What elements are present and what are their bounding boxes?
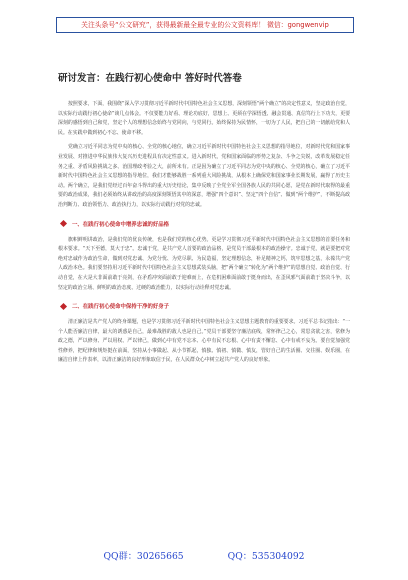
document-body (58, 100, 350, 371)
intro-paragraph: 党确立习近平同志为党中央的核心、全党的核心地位，确立习近平新时代中国特色社会主义思想的指导地位，对新时代党和国家事业发展、对推进中华民族伟大复兴历史进程具有决定性意义。进入新时代，党和国家面临的形势之复杂、斗争之尖锐，改革发展稳定任务之重、矛盾风险挑战之多、治国理政考验之大，前所未有。正是因为确立了习近平同志为党中央的核心、全党的核心，确立了习近平新时代中国特色社会主义思想的指导地位，我们才能够战胜一系列重大风险挑战，从根本上确保党和国家事业长期发展，赢得了历史主动。两个确立，是我们党经过百年奋斗得出的重大历史结论，集中反映了全党全军全国各族人民的共同心愿，是党在新时代取得的最重要的政治成果，我们必须始终从讲政治的高度深刻领悟其中的深意，增强“四个意识”、坚定“四个自信”、做到“两个维护”，不断提高政治判断力、政治领悟力、政治执行力，以实际行动践行对党的忠诚。 (58, 144, 350, 208)
footer-contact (0, 548, 408, 562)
banner-text: 关注头条号“公文研究”，获得最新最全最专业的公文资料库！ 微信：gongwenvip (81, 21, 329, 29)
section-paragraph: 清正廉洁是共产党人的终身课题，也是学习贯彻习近平新时代中国特色社会主义思想主题教育的重要要求。习近平总书记指出：“一个人能否廉洁自律，最大的诱惑是自己，最难战胜的敌人也是自己。”党员干部要坚守廉洁底线，常怀律己之心，常思贪欲之害，常修为政之德，严以修身、严以用权、严以律己，做到心中有党不忘本、心中有民不忘根、心中有责不懈怠、心中有戒不妄为。要自觉加强党性修养，把纪律和规矩挺在前面，坚持从小事做起、从小节抓起，慎独、慎初、慎微、慎友，管好自己的生活圈、交往圈、娱乐圈，在廉洁自律上作表率，以清正廉洁的良好形象取信于民，在人民群众心中树立起共产党人的良好形象。 (58, 319, 350, 364)
page-title: 研讨发言：在践行初心使命中 答好时代答卷 (58, 73, 242, 84)
header-banner (0, 14, 408, 36)
diamond-bullet-icon (60, 303, 67, 310)
diamond-bullet-icon (60, 220, 67, 227)
section-paragraph: 旗帜鲜明讲政治，是我们党的优良传统，也是我们党的核心优势。更是学习贯彻习近平新时代中国特色社会主义思想的首要任务和根本要求。“天下至德，莫大于忠”。忠诚于党，是共产党人首要的政治品格，是党员干部最根本的政治操守。忠诚于党，就是要把对党绝对忠诚作为政治生命，做到对党忠诚、为党分忧、为党尽职、为民造福，坚定理想信念，补足精神之钙，筑牢思想之基，永葆共产党人政治本色。我们要坚持用习近平新时代中国特色社会主义思想武装头脑，把“两个确立”转化为“两个维护”的思想自觉、政治自觉、行动自觉，在大是大非面前敢于亮剑，在矛盾冲突面前敢于迎难而上，在危机困难面前敢于挺身而出，在歪风邪气面前敢于坚决斗争，以坚定的政治立场、鲜明的政治态度、过硬的政治能力，以实际行动诠释对党忠诚。 (58, 236, 350, 291)
intro-paragraph: 按照要求，下面，我围绕“深入学习贯彻习近平新时代中国特色社会主义思想，深刻领悟“两个确立”的决定性意义，坚定政治自觉，以实际行动践行初心使命”谈几点体会。不仅要能力好看、理论功底好，思想上、更须在学深悟透、融会贯通、真信笃行上下功夫，更要深刻的感悟到自己和党，坚定个人的理想信念始终与党同向，与党同行。始终保持为民情怀，一切为了人民，把自己的一切献给党和人民。在实践中做到初心不忘、使命不移。 (58, 101, 350, 136)
section-heading (58, 220, 350, 228)
section-heading-text: 一、在践行初心使命中增养忠诚的好品格 (72, 221, 170, 228)
qq-group-text: QQ群：30265665 (103, 551, 184, 562)
section-heading-text: 二、在践行初心使命中保持干净的好身子 (72, 304, 170, 311)
banner-frame (56, 17, 354, 33)
qq-text: QQ：535304092 (227, 551, 305, 562)
section-heading (58, 302, 350, 310)
